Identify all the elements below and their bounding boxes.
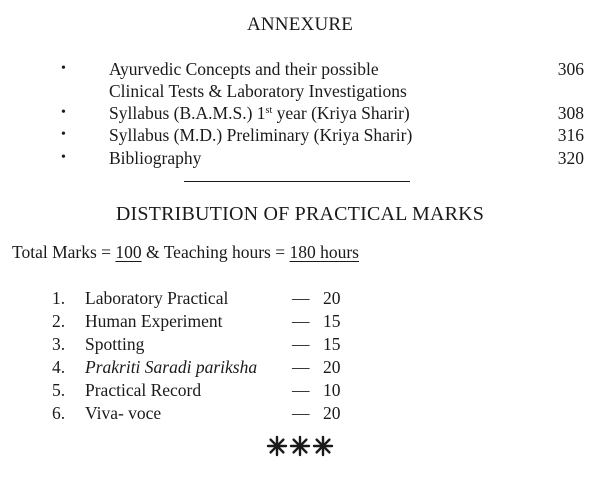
marks-row-label: Practical Record [85, 380, 202, 400]
marks-row-value: 15 [323, 334, 341, 354]
totals-prefix: Total Marks = [12, 242, 116, 262]
annexure-item-text: Syllabus (M.D.) Preliminary (Kriya Sharir) [109, 125, 413, 145]
asterism-icon [266, 434, 334, 458]
distribution-title: DISTRIBUTION OF PRACTICAL MARKS [115, 203, 485, 225]
bullet: • [61, 150, 66, 165]
section-end-ornament [0, 434, 600, 463]
annexure-page-number: 308 [557, 103, 584, 123]
bullet: • [61, 105, 66, 120]
marks-row-label: Laboratory Practical [85, 288, 229, 308]
bullet: • [61, 127, 66, 142]
marks-row-dash: — [292, 288, 310, 308]
annexure-item-text-line: Clinical Tests & Laboratory Investigations [109, 81, 407, 101]
bullet: • [61, 61, 66, 76]
annexure-item-text [109, 102, 529, 124]
marks-row-label: Spotting [85, 334, 145, 354]
marks-row-dash: — [292, 334, 310, 354]
marks-row-value: 10 [323, 380, 341, 400]
teaching-hours-value: 180 hours [289, 242, 359, 262]
annexure-page-number: 320 [557, 148, 584, 168]
annexure-title: ANNEXURE [246, 14, 354, 35]
marks-row-number: 2. [52, 311, 66, 331]
annexure-item-text-part: year (Kriya Sharir) [272, 103, 410, 123]
marks-row-value: 20 [323, 403, 341, 423]
marks-row-value: 20 [323, 288, 341, 308]
total-marks-value: 100 [115, 242, 142, 262]
annexure-item-text-part: Syllabus (B.A.M.S.) 1 [109, 103, 266, 123]
marks-row-value: 20 [323, 357, 341, 377]
marks-row-number: 3. [52, 334, 66, 354]
marks-row-number: 4. [52, 357, 66, 377]
annexure-item-text-line: Ayurvedic Concepts and their possible [109, 59, 379, 79]
section-divider [184, 181, 410, 182]
annexure-item-text [109, 58, 529, 102]
marks-row-number: 5. [52, 380, 66, 400]
marks-row-number: 6. [52, 403, 66, 423]
marks-row-label: Viva- voce [85, 403, 162, 423]
annexure-page-number: 306 [557, 59, 584, 79]
marks-row-dash: — [292, 380, 310, 400]
totals-middle: & Teaching hours = [141, 242, 290, 262]
annexure-item-text: Bibliography [109, 148, 202, 168]
marks-row-dash: — [292, 357, 310, 377]
marks-row-number: 1. [52, 288, 66, 308]
marks-row-value: 15 [323, 311, 341, 331]
annexure-page-number: 316 [557, 125, 584, 145]
totals-line [12, 242, 359, 263]
marks-row-dash: — [292, 403, 310, 423]
marks-row-label: Human Experiment [85, 311, 223, 331]
superscript: st [265, 105, 273, 116]
marks-row-label: Prakriti Saradi pariksha [85, 357, 258, 377]
marks-row-dash: — [292, 311, 310, 331]
